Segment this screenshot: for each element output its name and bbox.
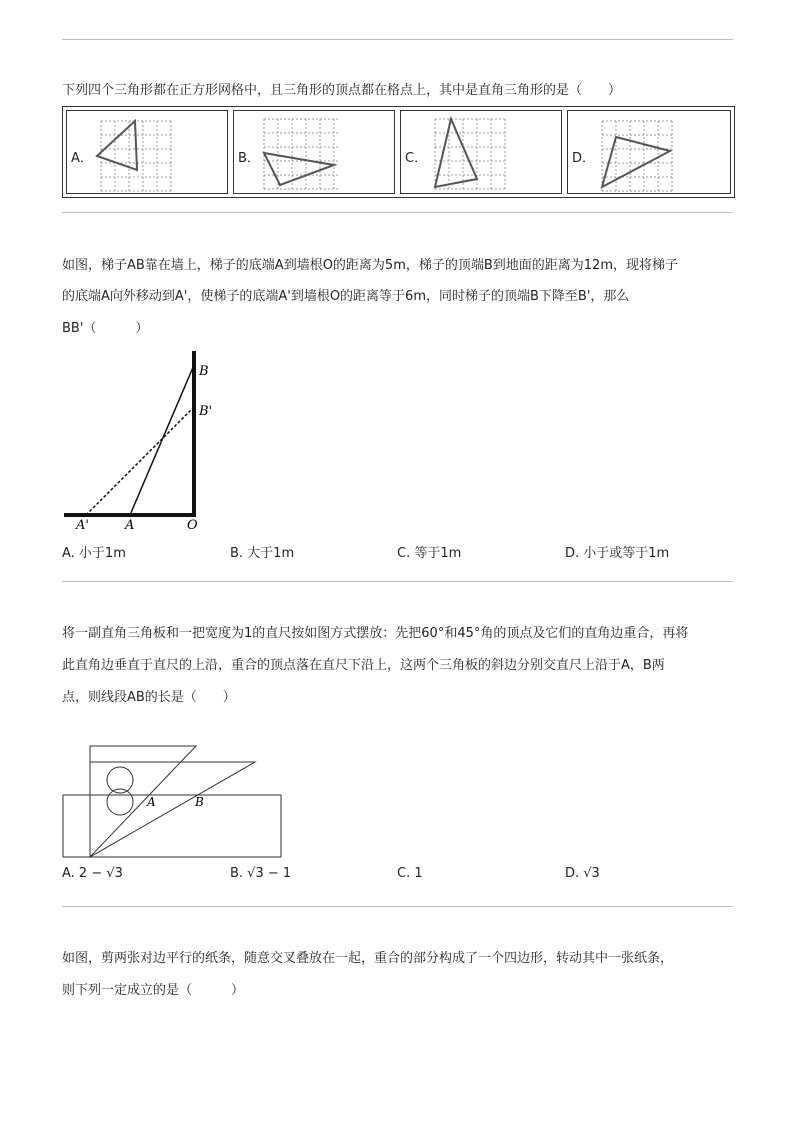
q4-stem-line1: 如图，剪两张对边平行的纸条，随意交叉叠放在一起，重合的部分构成了一个四边形，转动其中一张纸条， [62, 951, 674, 966]
q3-option-d[interactable]: D. √3 [565, 866, 600, 881]
q1-option-d-label: D． [572, 151, 596, 166]
q2-label-a-prime: A' [76, 518, 89, 533]
q3-stem-line2: 此直角边垂直于直尺的上沿，重合的顶点落在直尺下沿上，这两个三角板的斜边分别交直尺上沿于A，B两 [62, 658, 665, 673]
q1-option-b-label: B． [238, 151, 260, 166]
q2-stem-line1: 如图，梯子AB靠在墙上，梯子的底端A到墙根O的距离为5m，梯子的顶端B到地面的距离为12m，现将梯子 [62, 258, 678, 273]
q2-label-b: B [199, 364, 209, 379]
divider-top [62, 39, 733, 40]
q2-stem-line2: 的底端A向外移动到A'，使梯子的底端A'到墙根O的距离等于6m，同时梯子的顶端B下降至B'，那么 [62, 289, 630, 304]
q2-option-b[interactable]: B. 大于1m [230, 546, 295, 561]
q4-stem-line2: 则下列一定成立的是（ ） [62, 983, 245, 998]
q1-option-a[interactable] [66, 110, 228, 194]
q1-stem: 下列四个三角形都在正方形网格中，且三角形的顶点都在格点上，其中是直角三角形的是（ ） [62, 83, 622, 98]
q2-stem-line3: BB'（ ） [62, 321, 149, 336]
q1-figure-d [568, 111, 730, 193]
q3-stem-line1: 将一副直角三角板和一把宽度为1的直尺按如图方式摆放：先把60°和45°角的顶点及它们的直角边重合，再将 [62, 626, 689, 641]
q1-option-b[interactable] [233, 110, 395, 194]
divider-q1 [62, 212, 733, 213]
q3-label-b: B [195, 795, 204, 809]
q3-option-b[interactable]: B. √3 − 1 [230, 866, 292, 881]
q1-option-c-label: C． [405, 151, 428, 166]
q2-option-d[interactable]: D. 小于或等于1m [565, 546, 670, 561]
q3-triangle-ruler-figure [60, 740, 290, 862]
q2-option-a[interactable]: A. 小于1m [62, 546, 126, 561]
q3-option-a[interactable]: A. 2 − √3 [62, 866, 123, 881]
q3-option-c[interactable]: C. 1 [397, 866, 423, 881]
q1-figure-a [67, 111, 227, 193]
q1-option-d[interactable] [567, 110, 731, 194]
q1-figure-b [234, 111, 394, 193]
q1-options-table [62, 106, 735, 198]
divider-q3 [62, 906, 733, 907]
q1-option-a-label: A． [71, 151, 93, 166]
q1-option-c[interactable] [400, 110, 562, 194]
q2-label-o: O [187, 518, 198, 533]
q3-stem-line3: 点，则线段AB的长是（ ） [62, 690, 236, 705]
q1-figure-c [401, 111, 561, 193]
q2-label-b-prime: B' [199, 404, 213, 419]
divider-q2 [62, 581, 733, 582]
q2-option-c[interactable]: C. 等于1m [397, 546, 462, 561]
q2-ladder-figure [60, 345, 230, 535]
q3-label-a: A [147, 795, 156, 809]
q2-label-a: A [125, 518, 135, 533]
